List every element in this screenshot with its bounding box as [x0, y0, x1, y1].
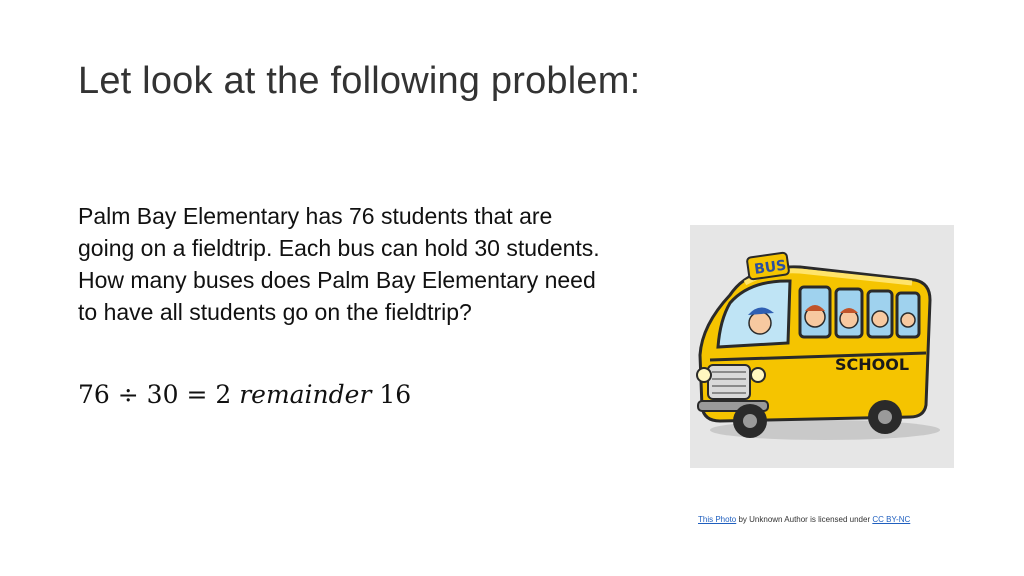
quotient: 2 — [215, 380, 232, 409]
remainder-value: 16 — [379, 380, 412, 409]
problem-line: to have all students go on the fieldtrip? — [78, 299, 472, 325]
equals-operator: = — [186, 380, 208, 409]
remainder-word: remainder — [239, 380, 372, 409]
problem-line: going on a fieldtrip. Each bus can hold 30 students. — [78, 235, 600, 261]
division-equation — [78, 380, 411, 409]
school-sign-text: SCHOOL — [835, 355, 910, 374]
credit-text: by Unknown Author is licensed under — [736, 515, 873, 524]
school-bus-illustration — [690, 225, 954, 468]
license-link[interactable]: CC BY-NC — [872, 515, 911, 524]
this-photo-link[interactable]: This Photo — [698, 515, 737, 524]
bus-sign-text: BUS — [753, 257, 788, 278]
dividend: 76 — [78, 380, 110, 409]
problem-line: Palm Bay Elementary has 76 students that are — [78, 203, 553, 229]
slide-title: Let look at the following problem: — [78, 60, 641, 102]
divisor: 30 — [146, 380, 179, 409]
photo-credit — [698, 515, 910, 524]
school-bus-photo — [690, 225, 954, 468]
problem-text — [78, 200, 718, 328]
problem-line: How many buses does Palm Bay Elementary need — [78, 267, 596, 293]
divide-operator: ÷ — [117, 380, 139, 409]
